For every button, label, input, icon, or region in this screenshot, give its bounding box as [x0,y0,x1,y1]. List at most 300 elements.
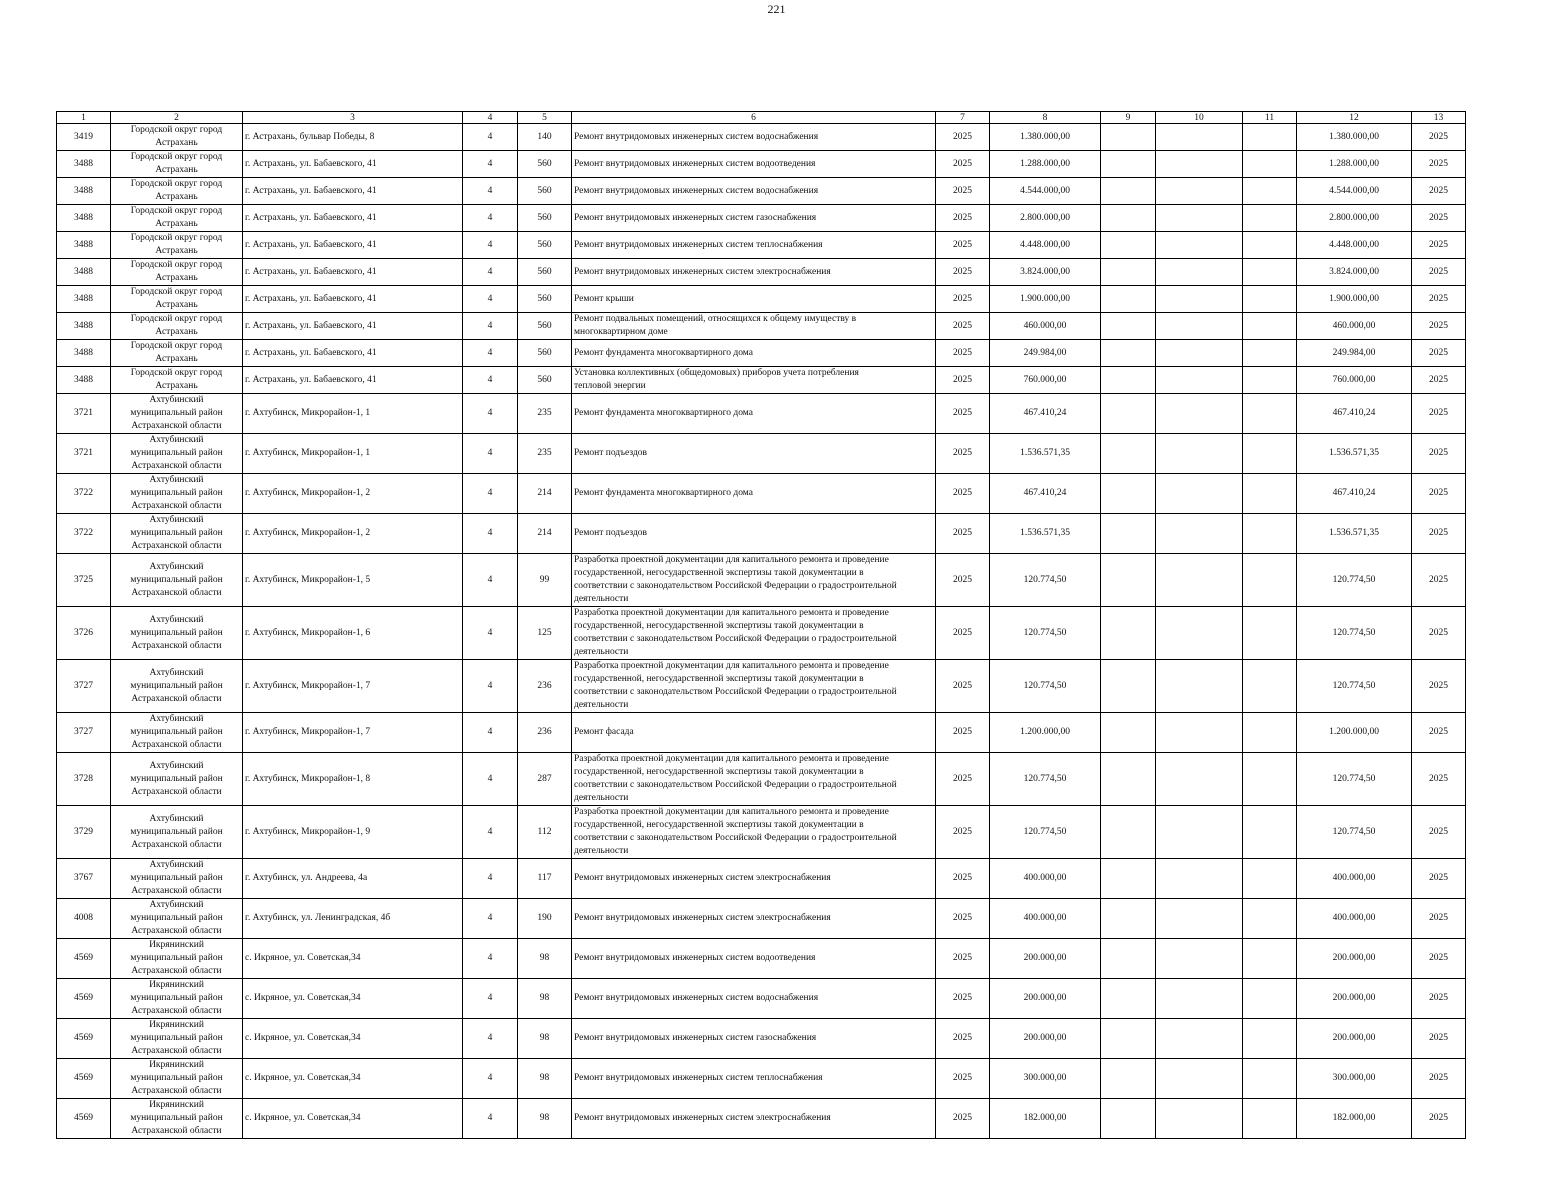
capital-repair-table [56,111,1466,1139]
column-9-cell [1101,1019,1156,1059]
year-cell: 2025 [936,151,990,178]
work-type-cell-line: Ремонт фасада [574,727,634,737]
object-id-cell: 4569 [57,1099,111,1139]
table-row [57,979,1466,1019]
column-10-cell [1156,178,1243,205]
column-13-cell: 2025 [1412,607,1466,660]
column-10-cell [1156,1019,1243,1059]
column-9-cell [1101,313,1156,340]
column-11-cell [1243,514,1297,554]
column-5-cell: 560 [518,313,572,340]
municipality-cell-line: муниципальный район [130,680,223,691]
column-5-cell: 190 [518,899,572,939]
column-5-cell: 98 [518,1019,572,1059]
column-13-cell: 2025 [1412,859,1466,899]
work-type-cell [572,151,936,178]
table-row [57,899,1466,939]
municipality-cell-line: муниципальный район [130,826,223,837]
column-4-cell: 4 [463,607,518,660]
municipality-cell-line: Ахтубинский [149,760,204,771]
municipality-cell-line: Астрахань [155,381,198,391]
column-4-cell: 4 [463,939,518,979]
municipality-cell-line: Астрахань [155,246,198,256]
address-cell: г. Ахтубинск, Микрорайон-1, 7 [243,713,463,753]
address-cell: г. Ахтубинск, Микрорайон-1, 8 [243,753,463,806]
column-9-cell [1101,607,1156,660]
column-5-cell: 98 [518,939,572,979]
year-cell: 2025 [936,232,990,259]
column-9-cell [1101,124,1156,151]
work-type-cell-line: государственной, негосударственной экспертизы такой документации в [574,820,864,830]
work-type-cell-line: Ремонт внутридомовых инженерных систем водоотведения [574,953,816,963]
column-11-cell [1243,713,1297,753]
column-13-cell: 2025 [1412,340,1466,367]
column-11-cell [1243,367,1297,394]
address-cell: г. Ахтубинск, Микрорайон-1, 2 [243,474,463,514]
column-12-cell: 2.800.000,00 [1297,205,1412,232]
column-11-cell [1243,434,1297,474]
municipality-cell-line: Астрахань [155,273,198,283]
municipality-cell-line: Астраханской области [131,786,222,797]
column-4-cell: 4 [463,660,518,713]
column-number: 1 [57,112,111,124]
year-cell: 2025 [936,1059,990,1099]
municipality-cell-line: Городской округ город [130,368,223,378]
column-13-cell: 2025 [1412,286,1466,313]
table-row [57,124,1466,151]
work-type-cell-line: соответствии с законодательством Российской Федерации о градостроительной [574,634,897,644]
column-12-cell: 200.000,00 [1297,939,1412,979]
column-9-cell [1101,232,1156,259]
column-10-cell [1156,607,1243,660]
address-cell: г. Астрахань, бульвар Победы, 8 [243,124,463,151]
municipality-cell-line: Астрахань [155,192,198,202]
column-11-cell [1243,232,1297,259]
column-number: 10 [1156,112,1243,124]
column-4-cell: 4 [463,979,518,1019]
column-13-cell: 2025 [1412,313,1466,340]
column-12-cell: 760.000,00 [1297,367,1412,394]
year-cell: 2025 [936,178,990,205]
column-9-cell [1101,394,1156,434]
column-5-cell: 560 [518,340,572,367]
cost-cell: 1.536.571,35 [990,514,1101,554]
column-12-cell: 467.410,24 [1297,394,1412,434]
column-4-cell: 4 [463,554,518,607]
municipality-cell-line: Астрахань [155,300,198,310]
municipality-cell [111,232,243,259]
municipality-cell-line: Икрянинский [149,1060,204,1070]
municipality-cell-line: Городской округ город [130,206,223,216]
column-11-cell [1243,899,1297,939]
column-11-cell [1243,806,1297,859]
cost-cell: 467.410,24 [990,394,1101,434]
cost-cell: 1.900.000,00 [990,286,1101,313]
column-9-cell [1101,367,1156,394]
table-row [57,753,1466,806]
column-4-cell: 4 [463,806,518,859]
column-12-cell: 120.774,50 [1297,554,1412,607]
column-13-cell: 2025 [1412,979,1466,1019]
column-11-cell [1243,124,1297,151]
table-row [57,178,1466,205]
cost-cell: 300.000,00 [990,1059,1101,1099]
work-type-cell [572,367,936,394]
municipality-cell-line: Астраханской области [131,587,222,598]
column-12-cell: 200.000,00 [1297,979,1412,1019]
column-13-cell: 2025 [1412,124,1466,151]
municipality-cell-line: Городской округ город [130,341,223,351]
municipality-cell [111,1059,243,1099]
municipality-cell [111,367,243,394]
cost-cell: 1.200.000,00 [990,713,1101,753]
work-type-cell-line: государственной, негосударственной экспертизы такой документации в [574,621,864,631]
work-type-cell-line: Разработка проектной документации для капитального ремонта и проведение [574,555,889,565]
column-4-cell: 4 [463,713,518,753]
work-type-cell-line: Ремонт внутридомовых инженерных систем водоснабжения [574,131,819,142]
column-4-cell: 4 [463,434,518,474]
table-row [57,474,1466,514]
column-10-cell [1156,979,1243,1019]
column-4-cell: 4 [463,178,518,205]
column-9-cell [1101,859,1156,899]
column-10-cell [1156,205,1243,232]
municipality-cell [111,151,243,178]
column-10-cell [1156,259,1243,286]
object-id-cell: 3722 [57,474,111,514]
column-number: 2 [111,112,243,124]
municipality-cell [111,979,243,1019]
object-id-cell: 3721 [57,434,111,474]
municipality-cell-line: муниципальный район [130,574,223,585]
work-type-cell-line: Ремонт внутридомовых инженерных систем газоснабжения [574,212,817,223]
column-5-cell: 560 [518,205,572,232]
column-9-cell [1101,434,1156,474]
column-4-cell: 4 [463,859,518,899]
column-10-cell [1156,939,1243,979]
work-type-cell-line: Разработка проектной документации для капитального ремонта и проведение [574,608,889,618]
work-type-cell [572,806,936,859]
work-type-cell-line: Разработка проектной документации для капитального ремонта и проведение [574,661,889,671]
work-type-cell-line: Ремонт фундамента многоквартирного дома [574,488,753,498]
municipality-cell-line: муниципальный район [130,953,223,963]
column-12-cell: 1.380.000,00 [1297,124,1412,151]
column-5-cell: 99 [518,554,572,607]
column-10-cell [1156,554,1243,607]
column-12-cell: 400.000,00 [1297,859,1412,899]
table-row [57,151,1466,178]
municipality-cell-line: Астраханской области [131,926,222,936]
column-5-cell: 112 [518,806,572,859]
column-9-cell [1101,660,1156,713]
municipality-cell-line: Астраханской области [131,461,222,471]
municipality-cell-line: муниципальный район [130,993,223,1003]
table-row [57,205,1466,232]
column-11-cell [1243,205,1297,232]
municipality-cell-line: Астрахань [155,138,198,148]
column-11-cell [1243,660,1297,713]
column-9-cell [1101,178,1156,205]
work-type-cell-line: Ремонт фундамента многоквартирного дома [574,347,753,358]
municipality-cell-line: Ахтубинский [149,900,204,910]
address-cell: г. Ахтубинск, ул. Ленинградская, 4б [243,899,463,939]
municipality-cell-line: Городской округ город [130,152,223,162]
year-cell: 2025 [936,259,990,286]
municipality-cell-line: Астраханской области [131,886,222,896]
municipality-cell-line: муниципальный район [130,873,223,883]
work-type-cell-line: многоквартирном доме [574,327,668,337]
column-9-cell [1101,899,1156,939]
object-id-cell: 3488 [57,232,111,259]
year-cell: 2025 [936,340,990,367]
work-type-cell [572,1059,936,1099]
work-type-cell-line: Ремонт крыши [574,293,634,304]
cost-cell: 120.774,50 [990,660,1101,713]
table-row [57,313,1466,340]
column-13-cell: 2025 [1412,753,1466,806]
column-number: 5 [518,112,572,124]
column-11-cell [1243,1019,1297,1059]
column-5-cell: 560 [518,286,572,313]
column-12-cell: 120.774,50 [1297,660,1412,713]
column-5-cell: 125 [518,607,572,660]
object-id-cell: 4569 [57,979,111,1019]
municipality-cell-line: Астраханской области [131,1046,222,1056]
municipality-cell-line: муниципальный район [130,1033,223,1043]
column-12-cell: 1.536.571,35 [1297,514,1412,554]
municipality-cell [111,394,243,434]
work-type-cell-line: Ремонт внутридомовых инженерных систем электроснабжения [574,266,831,277]
work-type-cell-line: соответствии с законодательством Российской Федерации о градостроительной [574,780,897,790]
object-id-cell: 3488 [57,178,111,205]
municipality-cell-line: муниципальный район [130,913,223,923]
column-13-cell: 2025 [1412,259,1466,286]
column-10-cell [1156,660,1243,713]
municipality-cell-line: Ахтубинский [149,860,204,870]
work-type-cell-line: Ремонт внутридомовых инженерных систем электроснабжения [574,873,831,883]
address-cell: г. Астрахань, ул. Бабаевского, 41 [243,205,463,232]
address-cell: г. Ахтубинск, ул. Андреева, 4а [243,859,463,899]
cost-cell: 400.000,00 [990,859,1101,899]
work-type-cell [572,232,936,259]
address-cell: г. Астрахань, ул. Бабаевского, 41 [243,340,463,367]
municipality-cell [111,514,243,554]
object-id-cell: 3728 [57,753,111,806]
address-cell: г. Ахтубинск, Микрорайон-1, 5 [243,554,463,607]
column-10-cell [1156,899,1243,939]
municipality-cell [111,753,243,806]
column-11-cell [1243,1099,1297,1139]
cost-cell: 4.544.000,00 [990,178,1101,205]
table-row [57,713,1466,753]
year-cell: 2025 [936,124,990,151]
municipality-cell-line: Ахтубинский [149,667,204,678]
work-type-cell [572,340,936,367]
cost-cell: 182.000,00 [990,1099,1101,1139]
cost-cell: 760.000,00 [990,367,1101,394]
column-12-cell: 300.000,00 [1297,1059,1412,1099]
column-12-cell: 120.774,50 [1297,806,1412,859]
column-11-cell [1243,1059,1297,1099]
cost-cell: 120.774,50 [990,554,1101,607]
address-cell: г. Астрахань, ул. Бабаевского, 41 [243,367,463,394]
column-11-cell [1243,753,1297,806]
column-9-cell [1101,753,1156,806]
work-type-cell-line: Разработка проектной документации для капитального ремонта и проведение [574,807,889,817]
column-9-cell [1101,806,1156,859]
object-id-cell: 4569 [57,939,111,979]
municipality-cell [111,1099,243,1139]
column-11-cell [1243,554,1297,607]
object-id-cell: 3725 [57,554,111,607]
column-9-cell [1101,474,1156,514]
cost-cell: 460.000,00 [990,313,1101,340]
column-13-cell: 2025 [1412,474,1466,514]
work-type-cell-line: Ремонт внутридомовых инженерных систем газоснабжения [574,1033,817,1043]
cost-cell: 400.000,00 [990,899,1101,939]
work-type-cell-line: Ремонт внутридомовых инженерных систем электроснабжения [574,913,831,923]
object-id-cell: 3488 [57,313,111,340]
work-type-cell-line: Разработка проектной документации для капитального ремонта и проведение [574,754,889,764]
column-11-cell [1243,286,1297,313]
table-row [57,514,1466,554]
municipality-cell [111,713,243,753]
work-type-cell [572,124,936,151]
column-number: 8 [990,112,1101,124]
column-9-cell [1101,205,1156,232]
column-4-cell: 4 [463,394,518,434]
work-type-cell-line: Ремонт внутридомовых инженерных систем водоснабжения [574,185,819,196]
table-row [57,259,1466,286]
column-number: 7 [936,112,990,124]
work-type-cell-line: Ремонт внутридомовых инженерных систем электроснабжения [574,1113,831,1123]
table-row [57,660,1466,713]
work-type-cell-line: Ремонт внутридомовых инженерных систем водоснабжения [574,993,819,1003]
column-10-cell [1156,1059,1243,1099]
municipality-cell-line: Ахтубинский [149,614,204,625]
column-10-cell [1156,340,1243,367]
table-row [57,434,1466,474]
column-10-cell [1156,859,1243,899]
column-4-cell: 4 [463,1099,518,1139]
work-type-cell-line: деятельности [574,700,629,710]
work-type-cell-line: соответствии с законодательством Российской Федерации о градостроительной [574,687,897,697]
year-cell: 2025 [936,434,990,474]
work-type-cell-line: государственной, негосударственной экспертизы такой документации в [574,674,864,684]
column-10-cell [1156,806,1243,859]
address-cell: с. Икряное, ул. Советская,34 [243,1099,463,1139]
column-4-cell: 4 [463,340,518,367]
table-row [57,1099,1466,1139]
column-11-cell [1243,178,1297,205]
object-id-cell: 3488 [57,286,111,313]
address-cell: г. Астрахань, ул. Бабаевского, 41 [243,313,463,340]
municipality-cell-line: муниципальный район [130,727,223,737]
work-type-cell [572,313,936,340]
year-cell: 2025 [936,514,990,554]
cost-cell: 200.000,00 [990,939,1101,979]
object-id-cell: 3726 [57,607,111,660]
column-13-cell: 2025 [1412,394,1466,434]
municipality-cell [111,434,243,474]
column-5-cell: 560 [518,232,572,259]
year-cell: 2025 [936,1099,990,1139]
column-4-cell: 4 [463,286,518,313]
work-type-cell-line: Ремонт фундамента многоквартирного дома [574,408,753,418]
column-12-cell: 120.774,50 [1297,753,1412,806]
municipality-cell-line: Астраханской области [131,421,222,431]
column-9-cell [1101,1059,1156,1099]
table-row [57,367,1466,394]
work-type-cell-line: Установка коллективных (общедомовых) приборов учета потребления [574,368,859,378]
work-type-cell-line: Ремонт подвальных помещений, относящихся к общему имуществу в [574,314,857,324]
table-row [57,232,1466,259]
municipality-cell-line: муниципальный район [130,528,223,538]
column-13-cell: 2025 [1412,1099,1466,1139]
work-type-cell [572,939,936,979]
column-12-cell: 120.774,50 [1297,607,1412,660]
cost-cell: 2.800.000,00 [990,205,1101,232]
municipality-cell-line: Астрахань [155,354,198,364]
table-header [57,112,1466,124]
municipality-cell-line: Астраханской области [131,839,222,850]
column-4-cell: 4 [463,514,518,554]
municipality-cell [111,340,243,367]
year-cell: 2025 [936,394,990,434]
column-11-cell [1243,979,1297,1019]
year-cell: 2025 [936,859,990,899]
column-4-cell: 4 [463,753,518,806]
work-type-cell [572,660,936,713]
municipality-cell-line: Городской округ город [130,260,223,270]
column-10-cell [1156,514,1243,554]
address-cell: г. Астрахань, ул. Бабаевского, 41 [243,178,463,205]
work-type-cell-line: Ремонт внутридомовых инженерных систем водоотведения [574,158,816,169]
column-number: 9 [1101,112,1156,124]
municipality-cell-line: муниципальный район [130,1073,223,1083]
municipality-cell [111,1019,243,1059]
column-5-cell: 140 [518,124,572,151]
address-cell: г. Ахтубинск, Микрорайон-1, 1 [243,434,463,474]
column-13-cell: 2025 [1412,434,1466,474]
column-10-cell [1156,1099,1243,1139]
year-cell: 2025 [936,474,990,514]
column-11-cell [1243,151,1297,178]
column-5-cell: 235 [518,394,572,434]
column-4-cell: 4 [463,151,518,178]
column-12-cell: 1.200.000,00 [1297,713,1412,753]
cost-cell: 200.000,00 [990,979,1101,1019]
column-9-cell [1101,979,1156,1019]
address-cell: г. Ахтубинск, Микрорайон-1, 6 [243,607,463,660]
municipality-cell-line: Астраханской области [131,640,222,651]
column-4-cell: 4 [463,313,518,340]
cost-cell: 4.448.000,00 [990,232,1101,259]
column-9-cell [1101,713,1156,753]
column-13-cell: 2025 [1412,178,1466,205]
work-type-cell [572,859,936,899]
year-cell: 2025 [936,939,990,979]
object-id-cell: 4008 [57,899,111,939]
municipality-cell-line: Ахтубинский [149,714,204,724]
object-id-cell: 3488 [57,205,111,232]
column-9-cell [1101,340,1156,367]
cost-cell: 120.774,50 [990,607,1101,660]
work-type-cell [572,979,936,1019]
column-13-cell: 2025 [1412,232,1466,259]
column-10-cell [1156,474,1243,514]
object-id-cell: 3419 [57,124,111,151]
